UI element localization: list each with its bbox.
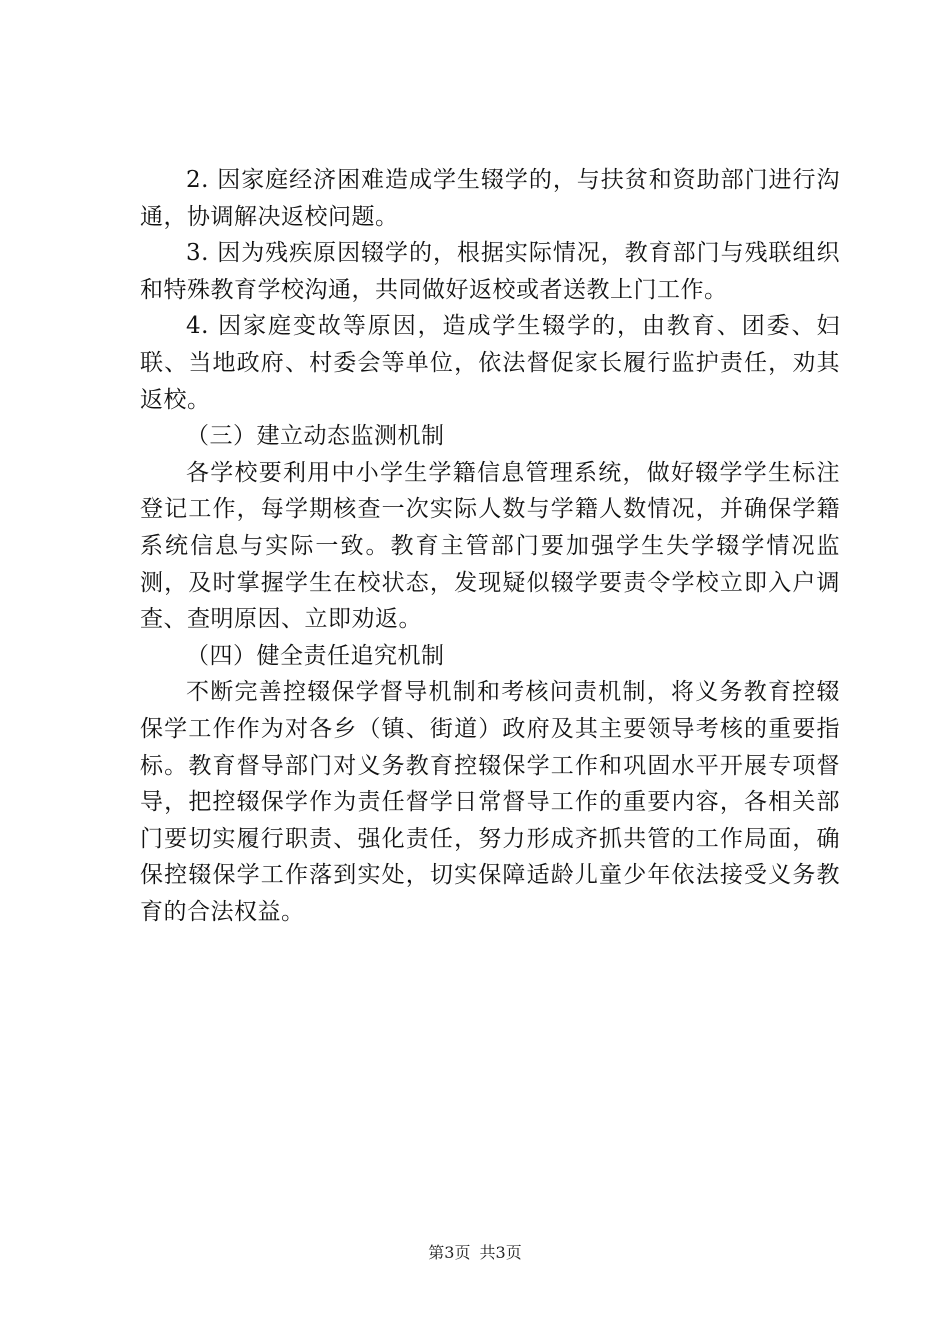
paragraph-item-2: 2. 因家庭经济困难造成学生辍学的，与扶贫和资助部门进行沟通，协调解决返校问题。 bbox=[140, 167, 840, 230]
paragraph-item-3: 3. 因为残疾原因辍学的，根据实际情况，教育部门与残联组织和特殊教育学校沟通，共同做好返校或者送教上门工作。 bbox=[140, 240, 840, 303]
page-footer bbox=[0, 1243, 950, 1263]
paragraph-item-4: 4. 因家庭变故等原因，造成学生辍学的，由教育、团委、妇联、当地政府、村委会等单位，依法督促家长履行监护责任，劝其返校。 bbox=[140, 313, 840, 413]
section-heading-4: （四）健全责任追究机制 bbox=[186, 642, 445, 669]
paragraph-monitoring: 各学校要利用中小学生学籍信息管理系统，做好辍学学生标注登记工作，每学期核查一次实际人数与学籍人数情况，并确保学籍系统信息与实际一致。教育主管部门要加强学生失学辍学情况监测，及时掌握学生在校状态，发现疑似辍学要责令学校立即入户调查、查明原因、立即劝返。 bbox=[140, 459, 840, 633]
paragraph-accountability: 不断完善控辍保学督导机制和考核问责机制，将义务教育控辍保学工作作为对各乡（镇、街道）政府及其主要领导考核的重要指标。教育督导部门对义务教育控辍保学工作和巩固水平开展专项督导，把控辍保学作为责任督学日常督导工作的重要内容，各相关部门要切实履行职责、强化责任，努力形成齐抓共管的工作局面，确保控辍保学工作落到实处，切实保障适龄儿童少年依法接受义务教育的合法权益。 bbox=[140, 679, 840, 925]
page-number: 第3页 bbox=[428, 1243, 471, 1262]
section-heading-3: （三）建立动态监测机制 bbox=[186, 423, 445, 450]
document-body bbox=[140, 162, 840, 930]
page-total: 共3页 bbox=[479, 1243, 522, 1262]
